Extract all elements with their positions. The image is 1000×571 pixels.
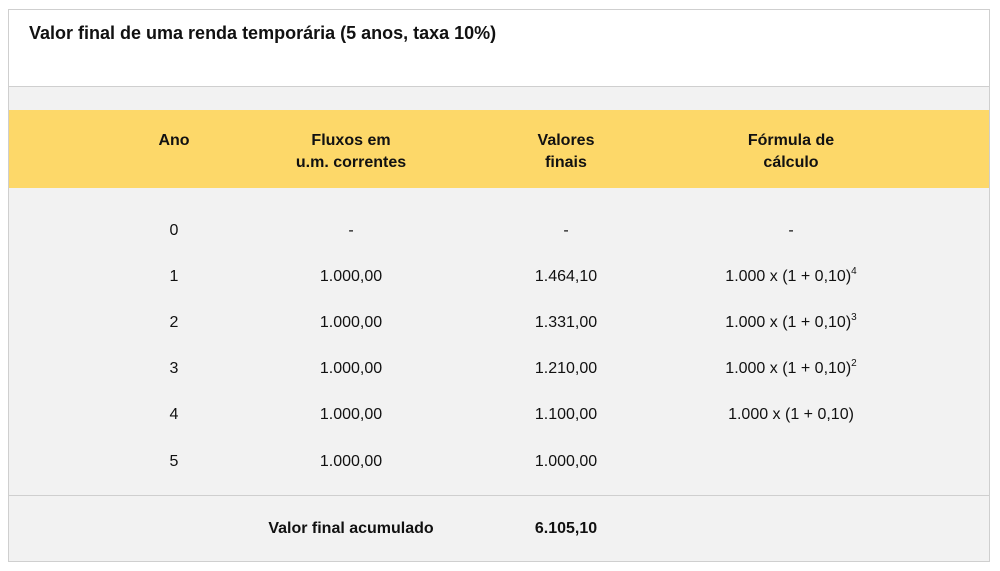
header-fluxos-line2: u.m. correntes — [295, 154, 407, 171]
header-valores — [538, 130, 595, 174]
header-formula — [748, 130, 834, 174]
formula-text: 1.000 x (1 + 0,10) — [725, 268, 852, 285]
cell-valor: 1.464,10 — [534, 268, 598, 285]
cell-formula — [788, 222, 793, 240]
table-row — [9, 406, 989, 430]
header-valores-line1: Valores — [537, 132, 595, 149]
cell-fluxo: 1.000,00 — [319, 360, 383, 377]
table-row — [9, 222, 989, 246]
formula-text: - — [788, 222, 794, 239]
table-row — [9, 360, 989, 384]
cell-fluxo: 1.000,00 — [319, 453, 383, 470]
cell-formula — [725, 360, 856, 378]
header-formula-line1: Fórmula de — [747, 132, 835, 149]
formula-exponent: 2 — [851, 358, 857, 369]
header-formula-line2: cálculo — [763, 154, 819, 171]
cell-formula — [725, 314, 856, 332]
cell-valor: - — [563, 222, 569, 239]
table-header — [9, 110, 989, 188]
table-row — [9, 268, 989, 292]
header-valores-line2: finais — [545, 154, 587, 171]
title-box — [9, 10, 989, 87]
formula-text: 1.000 x (1 + 0,10) — [725, 314, 852, 331]
cell-valor: 1.331,00 — [534, 314, 598, 331]
header-ano — [158, 130, 189, 152]
header-fluxos — [296, 130, 406, 174]
formula-text: 1.000 x (1 + 0,10) — [728, 406, 854, 423]
total-value: 6.105,10 — [534, 520, 598, 537]
cell-ano: 2 — [169, 314, 179, 331]
table-row — [9, 453, 989, 477]
cell-valor: 1.100,00 — [534, 406, 598, 423]
cell-fluxo: 1.000,00 — [319, 314, 383, 331]
cell-ano: 4 — [169, 406, 179, 423]
cell-ano: 3 — [169, 360, 179, 377]
cell-fluxo: - — [348, 222, 354, 239]
cell-fluxo: 1.000,00 — [319, 406, 383, 423]
table-title: Valor final de uma renda temporária (5 anos, taxa 10%) — [29, 23, 497, 43]
cell-valor: 1.000,00 — [534, 453, 598, 470]
header-fluxos-line1: Fluxos em — [311, 132, 391, 149]
cell-valor: 1.210,00 — [534, 360, 598, 377]
formula-exponent: 3 — [851, 312, 857, 323]
header-ano-label: Ano — [158, 132, 190, 149]
formula-exponent: 4 — [851, 266, 857, 277]
total-label: Valor final acumulado — [268, 520, 434, 537]
formula-text: 1.000 x (1 + 0,10) — [725, 360, 852, 377]
table-row — [9, 314, 989, 338]
cell-fluxo: 1.000,00 — [319, 268, 383, 285]
total-divider — [9, 495, 989, 496]
cell-ano: 0 — [169, 222, 179, 239]
cell-formula — [728, 406, 854, 424]
cell-formula — [725, 268, 856, 286]
cell-ano: 1 — [169, 268, 179, 285]
cell-ano: 5 — [169, 453, 179, 470]
table-frame — [8, 9, 990, 562]
